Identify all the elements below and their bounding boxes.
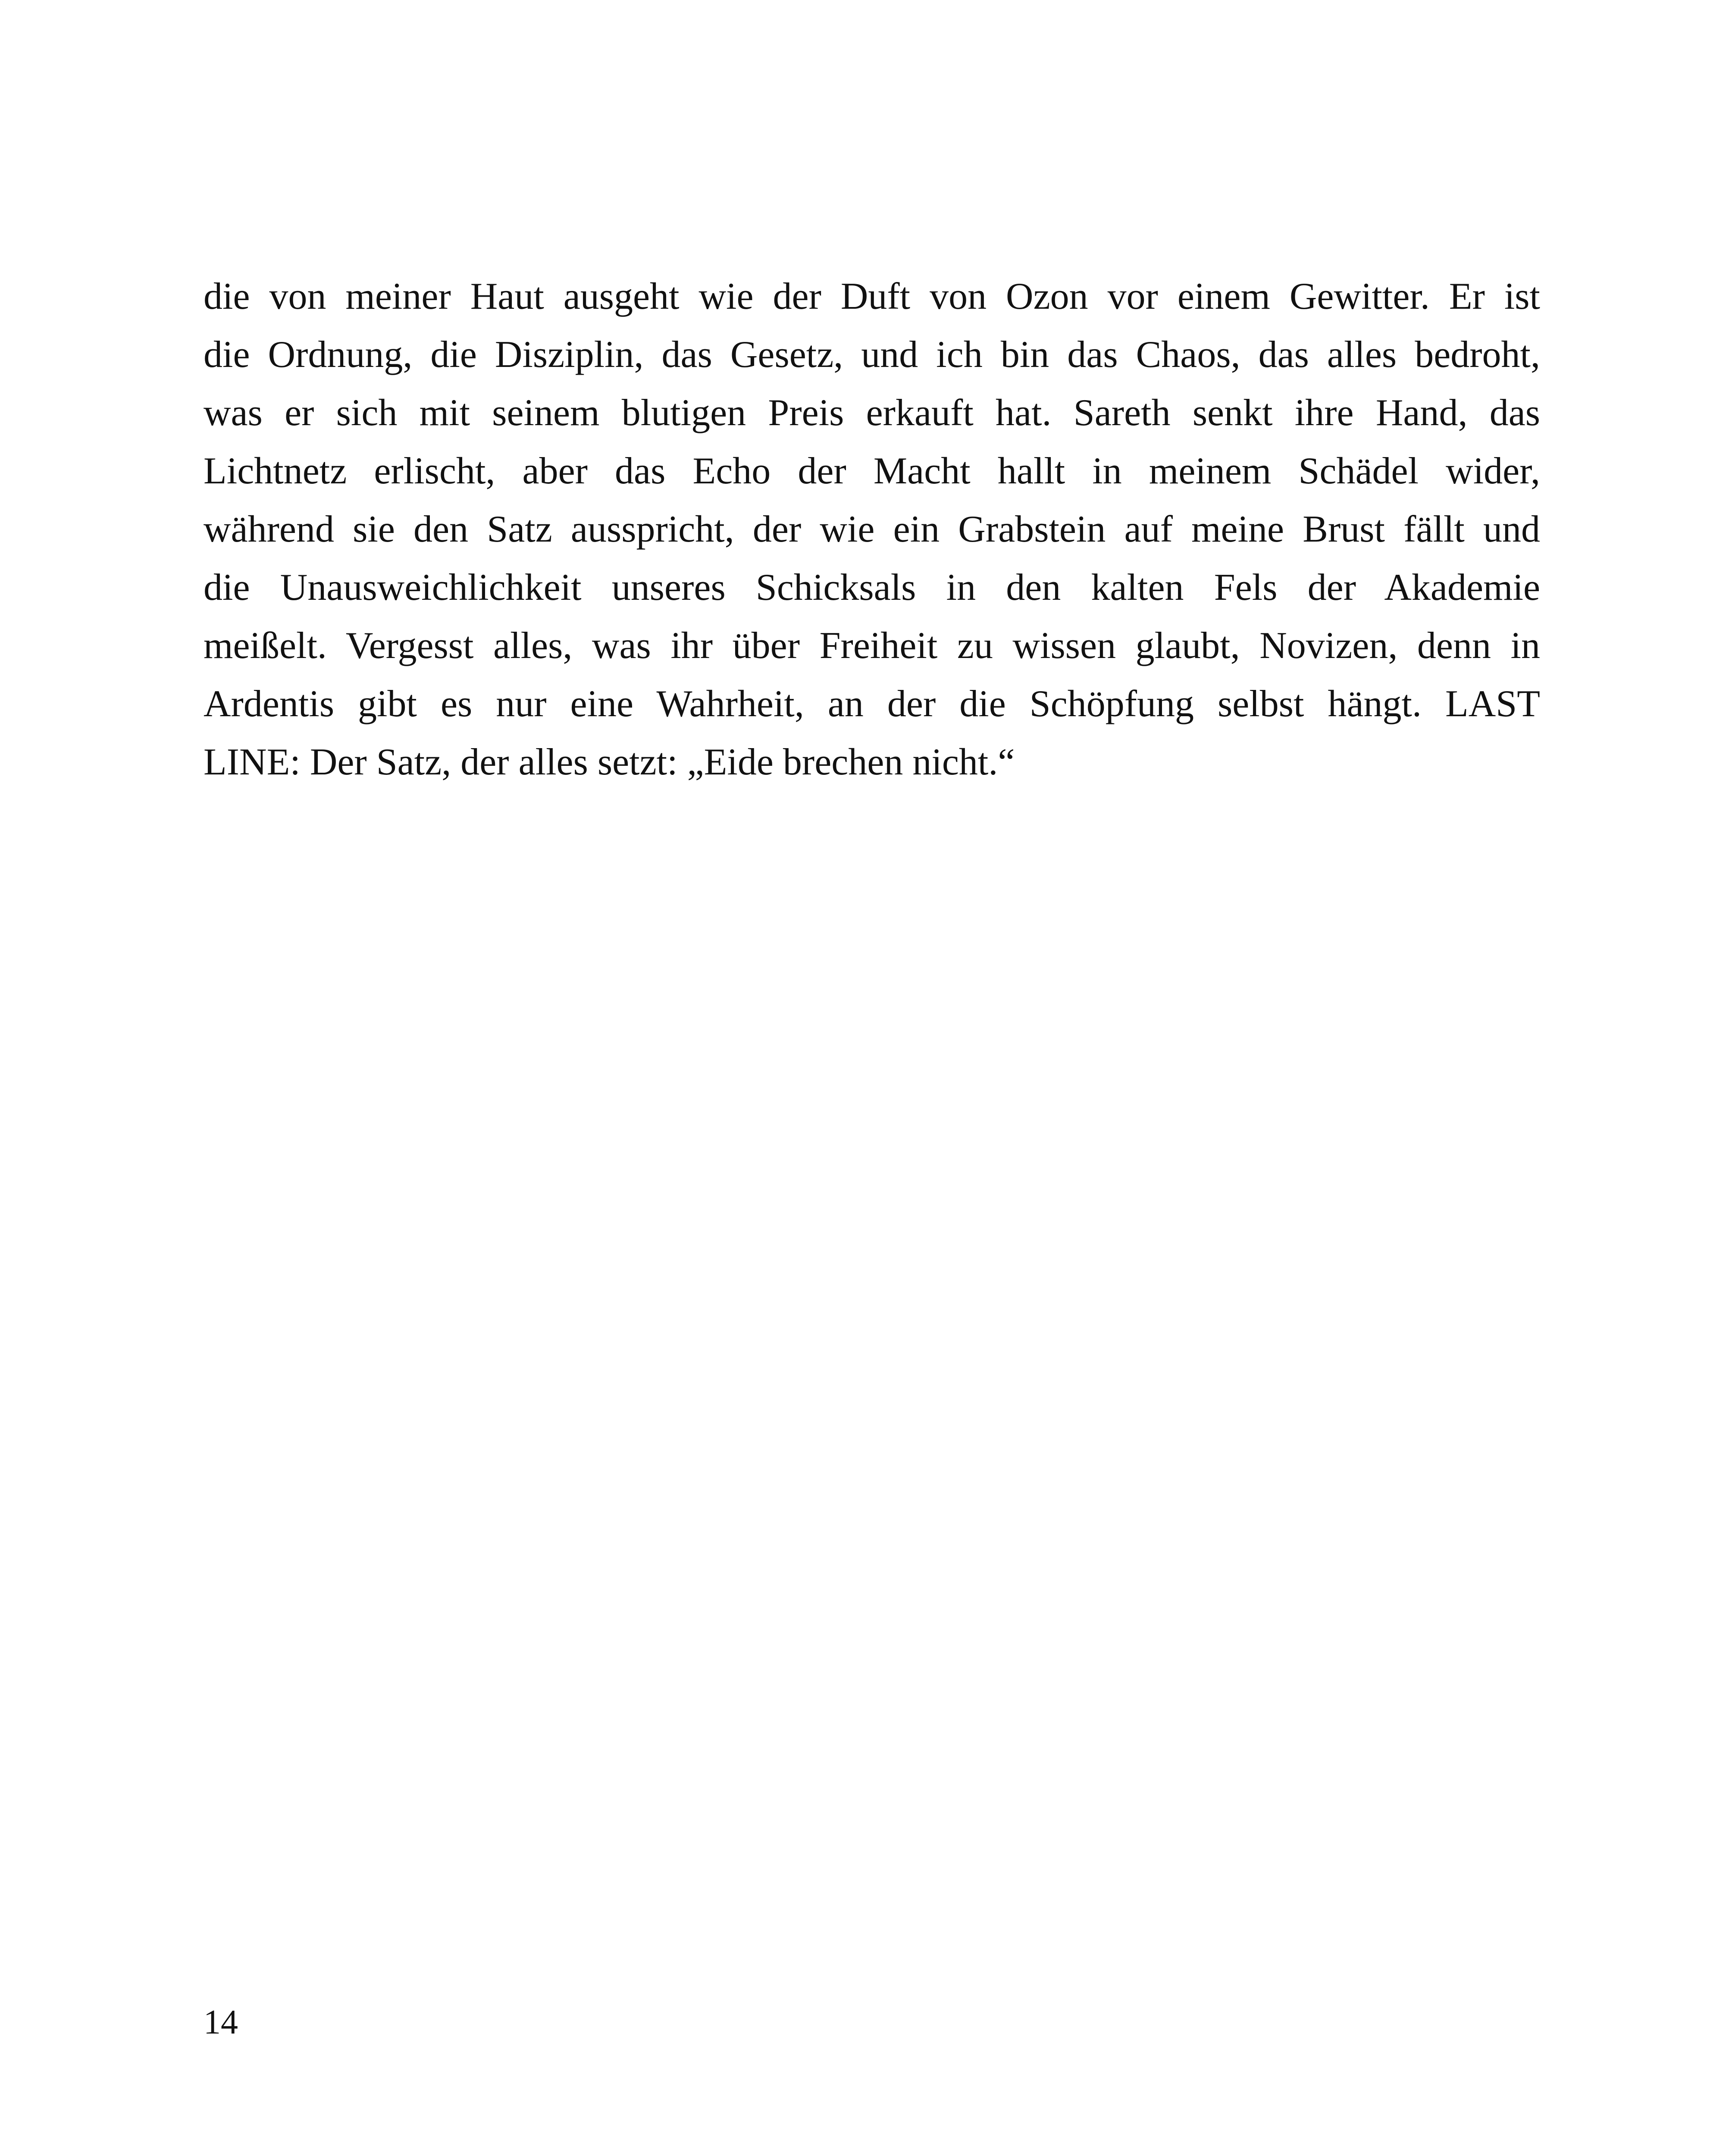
text-line: die Ordnung, die Disziplin, das Gesetz, und ich bin das Chaos, das alles bedroht, <box>204 334 1540 376</box>
text-line: während sie den Satz ausspricht, der wie ein Grabstein auf meine Brust fällt und <box>204 508 1540 550</box>
body-paragraph <box>204 267 1540 791</box>
text-line: die Unausweichlichkeit unseres Schicksals in den kalten Fels der Akademie <box>204 567 1540 608</box>
text-line: Ardentis gibt es nur eine Wahrheit, an der die Schöpfung selbst hängt. LAST <box>204 683 1540 725</box>
page-number: 14 <box>204 2003 238 2041</box>
text-line: Lichtnetz erlischt, aber das Echo der Macht hallt in meinem Schädel wider, <box>204 450 1540 492</box>
text-line: LINE: Der Satz, der alles setzt: „Eide brechen nicht.“ <box>204 741 1015 783</box>
text-line: meißelt. Vergesst alles, was ihr über Freiheit zu wissen glaubt, Novizen, denn in <box>204 625 1540 667</box>
text-line: was er sich mit seinem blutigen Preis erkauft hat. Sareth senkt ihre Hand, das <box>204 392 1540 434</box>
text-line: die von meiner Haut ausgeht wie der Duft von Ozon vor einem Gewitter. Er ist <box>204 276 1540 317</box>
